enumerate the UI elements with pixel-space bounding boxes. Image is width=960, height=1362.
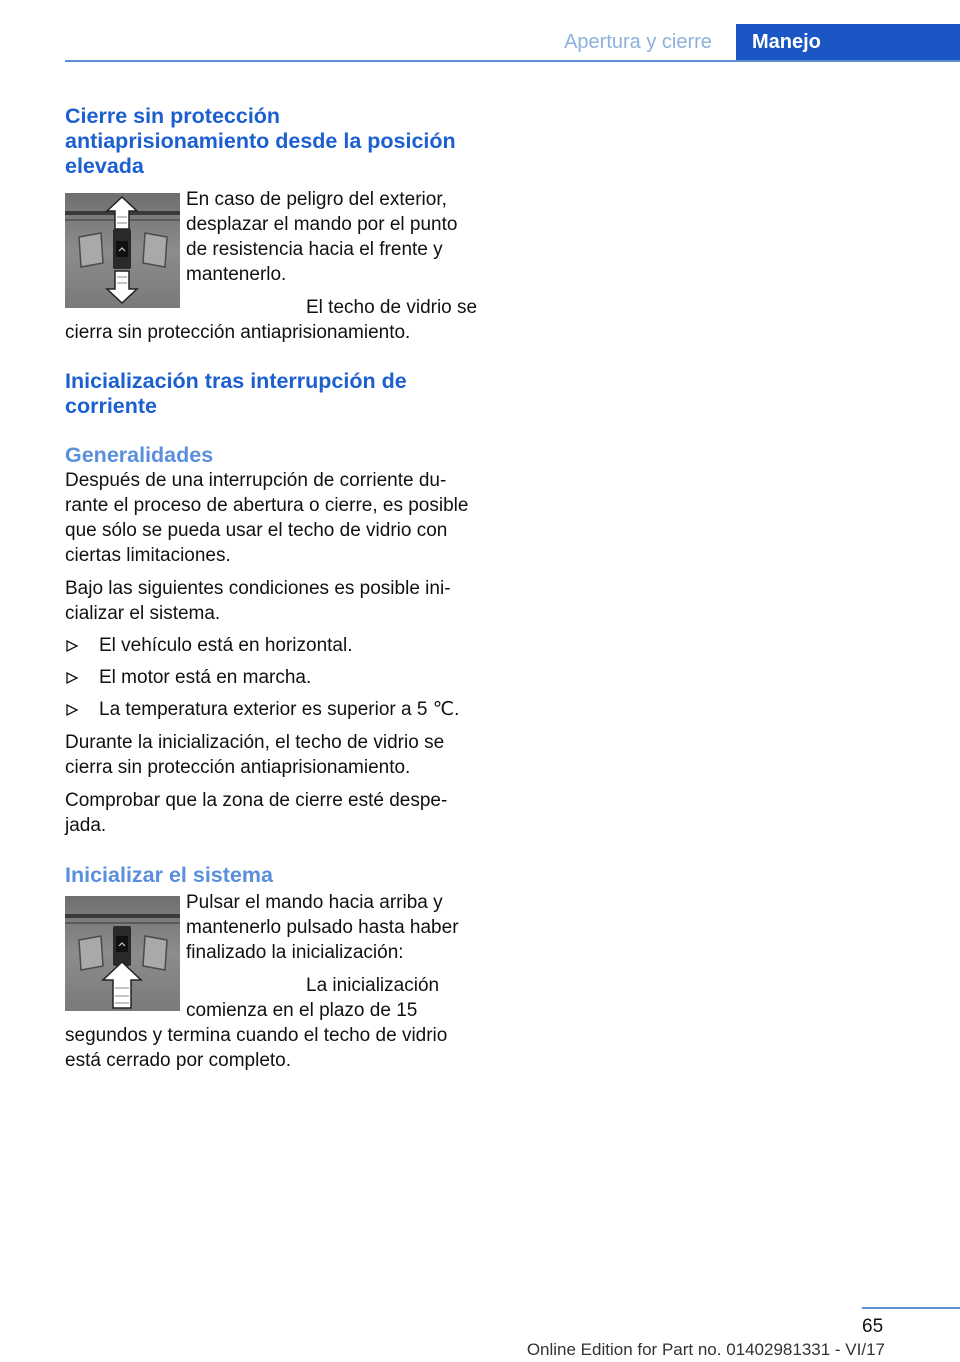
list-item-text: El vehículo está en horizontal.: [99, 635, 353, 656]
heading-cierre-sin-proteccion: Cierre sin protección antiaprisionamiento desde la posición elevada: [65, 104, 456, 178]
footer-edition: Online Edition for Part no. 01402981331 - VI/17: [526, 1340, 885, 1359]
list-item: [65, 633, 480, 658]
content-column: [65, 104, 480, 1073]
figure-row-cierre: [65, 187, 480, 345]
triangle-bullet-icon: [65, 671, 79, 685]
list-item: [65, 697, 480, 722]
list-item-text: La temperatura exterior es superior a 5 ℃.: [99, 699, 460, 720]
header-section-label: Apertura y cierre: [564, 31, 712, 53]
paragraph: El techo de vidrio se cierra sin protección antiaprisionamiento.: [65, 297, 478, 343]
figure-row-inicializar: [65, 890, 480, 1073]
header-rule: [65, 60, 960, 62]
triangle-bullet-icon: [65, 703, 79, 717]
heading-generalidades: Generalidades: [65, 443, 214, 467]
paragraph: Comprobar que la zona de cierre esté despejada.: [65, 790, 448, 836]
conditions-list: [65, 633, 480, 722]
paragraph: En caso de peligro del exterior, desplazar el mando por el punto de resistencia hacia el frente y mantenerlo.: [186, 189, 458, 285]
switch-panel-up-arrow-illustration: [65, 896, 180, 1011]
header-chapter-tab: Manejo: [736, 24, 960, 60]
paragraph: Después de una interrupción de corriente durante el proceso de abertura o cierre, es posible que sólo se pueda usar el techo de vidrio con ciertas limitaciones.: [65, 470, 469, 566]
paragraph: La inicialización comienza en el plazo de 15 segundos y termina cuando el techo de vidrio está cerrado por completo.: [65, 975, 448, 1071]
paragraph: Durante la inicialización, el techo de vidrio se cierra sin protección antiaprisionamiento.: [65, 732, 445, 778]
footer-rule: [862, 1307, 960, 1309]
paragraph: Pulsar el mando hacia arriba y mantenerlo pulsado hasta haber finalizado la inicialización:: [186, 892, 459, 963]
heading-inicializacion: Inicialización tras interrupción de corriente: [65, 369, 407, 418]
heading-inicializar-sistema: Inicializar el sistema: [65, 863, 273, 887]
page-number: 65: [862, 1316, 884, 1337]
triangle-bullet-icon: [65, 639, 79, 653]
paragraph: Bajo las siguientes condiciones es posible inicializar el sistema.: [65, 578, 451, 624]
list-item: [65, 665, 480, 690]
switch-panel-double-arrow-illustration: [65, 193, 180, 308]
list-item-text: El motor está en marcha.: [99, 667, 312, 688]
